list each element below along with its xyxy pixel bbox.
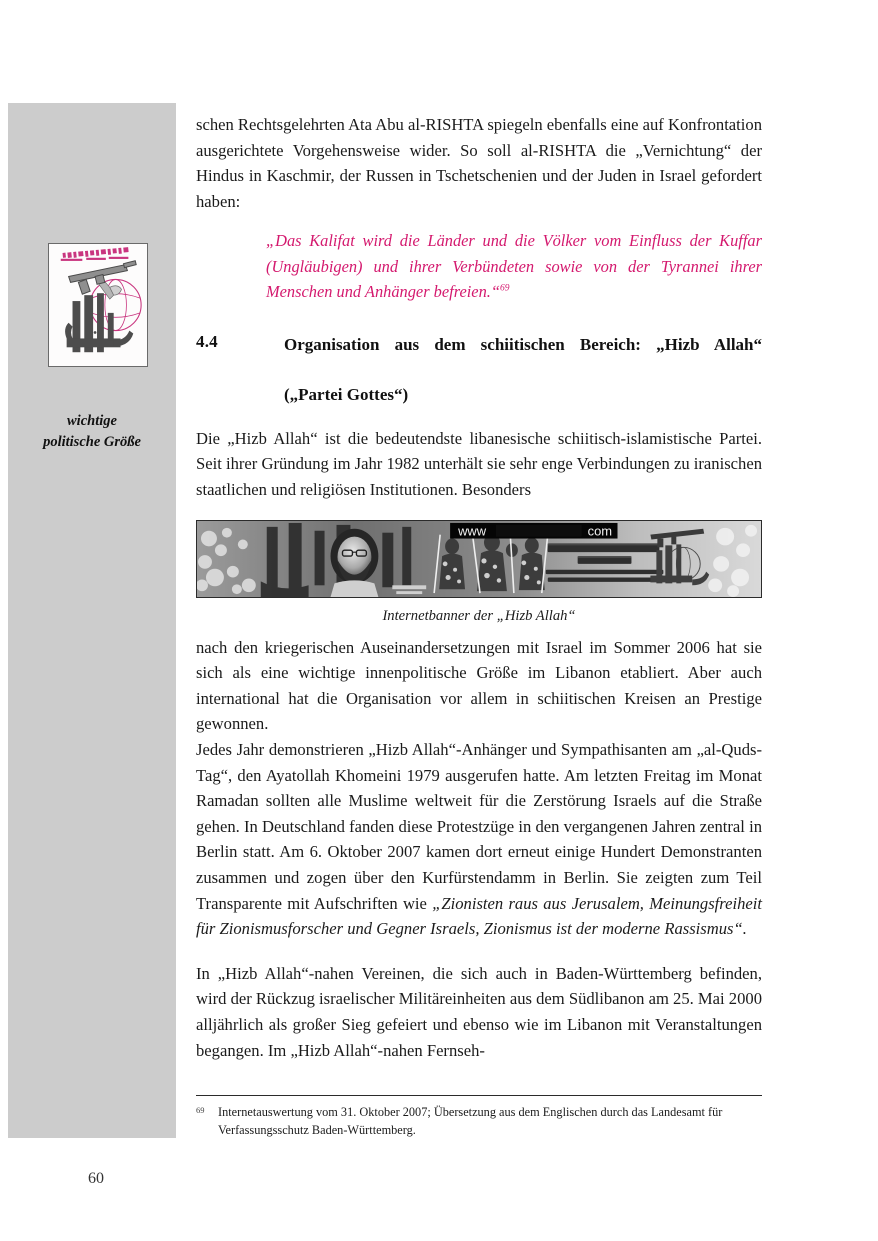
footnote-text: Internetauswertung vom 31. Oktober 2007; Übersetzung aus dem Englischen durch das Landesamt für Verfassungsschutz Baden-Württemberg.	[218, 1105, 723, 1137]
section-heading-number: 4.4	[196, 331, 218, 351]
paragraph-al-quds-tag-part1: Jedes Jahr demonstrieren „Hizb Allah“-Anhänger und Sympathisanten am „al-Quds-Tag“, den Ayatollah Khomeini 1979 ausgerufen hatte. Am letzten Freitag im Monat Ramadan sollten alle Muslime weltweit für die Zerstörung Israels auf die Straße gehen. In Deutschland fanden diese Protestzüge in den vergangenen Jahren zentral in Berlin statt. Am 6. Oktober 2007 kamen dort erneut einige Hundert Demonstranten zusammen und zogen über den Kurfürstendamm in Berlin. Sie zeigten zum Teil Transparente mit Aufschriften wie	[196, 740, 762, 913]
paragraph-after-banner: nach den kriegerischen Auseinandersetzungen mit Israel im Sommer 2006 hat sie sich als eine wichtige innenpolitische Größe im Libanon etabliert. Aber auch international hat die Organisation vor allem in schiitischen Kreisen an Prestige gewonnen.	[196, 637, 762, 734]
section-heading	[196, 332, 762, 407]
paragraph-al-quds-tag	[196, 737, 762, 942]
banner-artwork	[197, 521, 761, 597]
main-content-column	[196, 112, 762, 1063]
spacer	[196, 407, 762, 426]
page-number: 60	[88, 1170, 104, 1187]
margin-note-line-1: wichtige	[67, 413, 117, 429]
hizb-allah-emblem-image	[48, 243, 148, 367]
pull-quote-text	[266, 228, 762, 305]
spacer	[196, 625, 762, 635]
pull-quote	[196, 228, 762, 305]
internet-banner-figure	[196, 520, 762, 625]
paragraph-al-quds-tag-banner-slogan: „Zionisten raus aus Jerusalem, Meinungsfreiheit für Zionismusforscher und Gegner Israels, Zionismus ist der moderne Rassismus“.	[196, 893, 762, 939]
banner-url-bar	[450, 523, 617, 539]
pull-quote-footnote-ref: 69	[499, 283, 510, 294]
margin-note-line-2: politische Größe	[43, 434, 141, 450]
spacer	[196, 942, 762, 961]
section-heading-title	[284, 332, 762, 407]
margin-note	[8, 411, 176, 453]
svg-text:www: www	[458, 523, 487, 539]
footnote-row	[196, 1103, 762, 1139]
paragraph-continuation: schen Rechtsgelehrten Ata Abu al-RISHTA spiegeln ebenfalls eine auf Konfrontation ausgerichtete Vorgehensweise wider. So soll al-RISHTA die „Vernichtung“ der Hindus in Kaschmir, der Russen in Tschetschenien und der Juden in Israel gefordert haben:	[196, 115, 762, 211]
emblem-artwork	[49, 244, 147, 366]
pull-quote-body: „Das Kalifat wird die Länder und die Völker vom Einfluss der Kuffar (Ungläubigen) und ihrer Verbündeten sowie von der Tyrannei ihrer Menschen und Anhänger befreien.“	[266, 231, 762, 302]
figure-caption: Internetbanner der „Hizb Allah“	[382, 607, 576, 624]
section-heading-title-line-2: („Partei Gottes“)	[284, 384, 409, 404]
svg-text:com: com	[587, 523, 613, 539]
paragraph-vereine: In „Hizb Allah“-nahen Vereinen, die sich auch in Baden-Württemberg befinden, wird der Rückzug israelischer Militäreinheiten aus dem Südlibanon am 25. Mai 2000 alljährlich als großer Sieg gefeiert und ebenso wie im Libanon mit Veranstaltungen begangen. Im „Hizb Allah“-nahen Fernseh-	[196, 963, 762, 1060]
section-heading-title-line-1: Organisation aus dem schiitischen Bereich: „Hizb Allah“	[284, 334, 762, 354]
paragraph-intro-hizb-allah: Die „Hizb Allah“ ist die bedeutendste libanesische schiitisch-islamistische Partei. Seit ihrer Gründung im Jahr 1982 unterhält sie sehr enge Verbindungen zu iranischen staatlichen und religiösen Institutionen. Besonders	[196, 428, 762, 500]
footnote-separator-rule	[196, 1095, 762, 1096]
internet-banner-image	[196, 520, 762, 598]
footnote-area	[196, 1095, 762, 1139]
footnote-marker: 69	[196, 1105, 205, 1115]
